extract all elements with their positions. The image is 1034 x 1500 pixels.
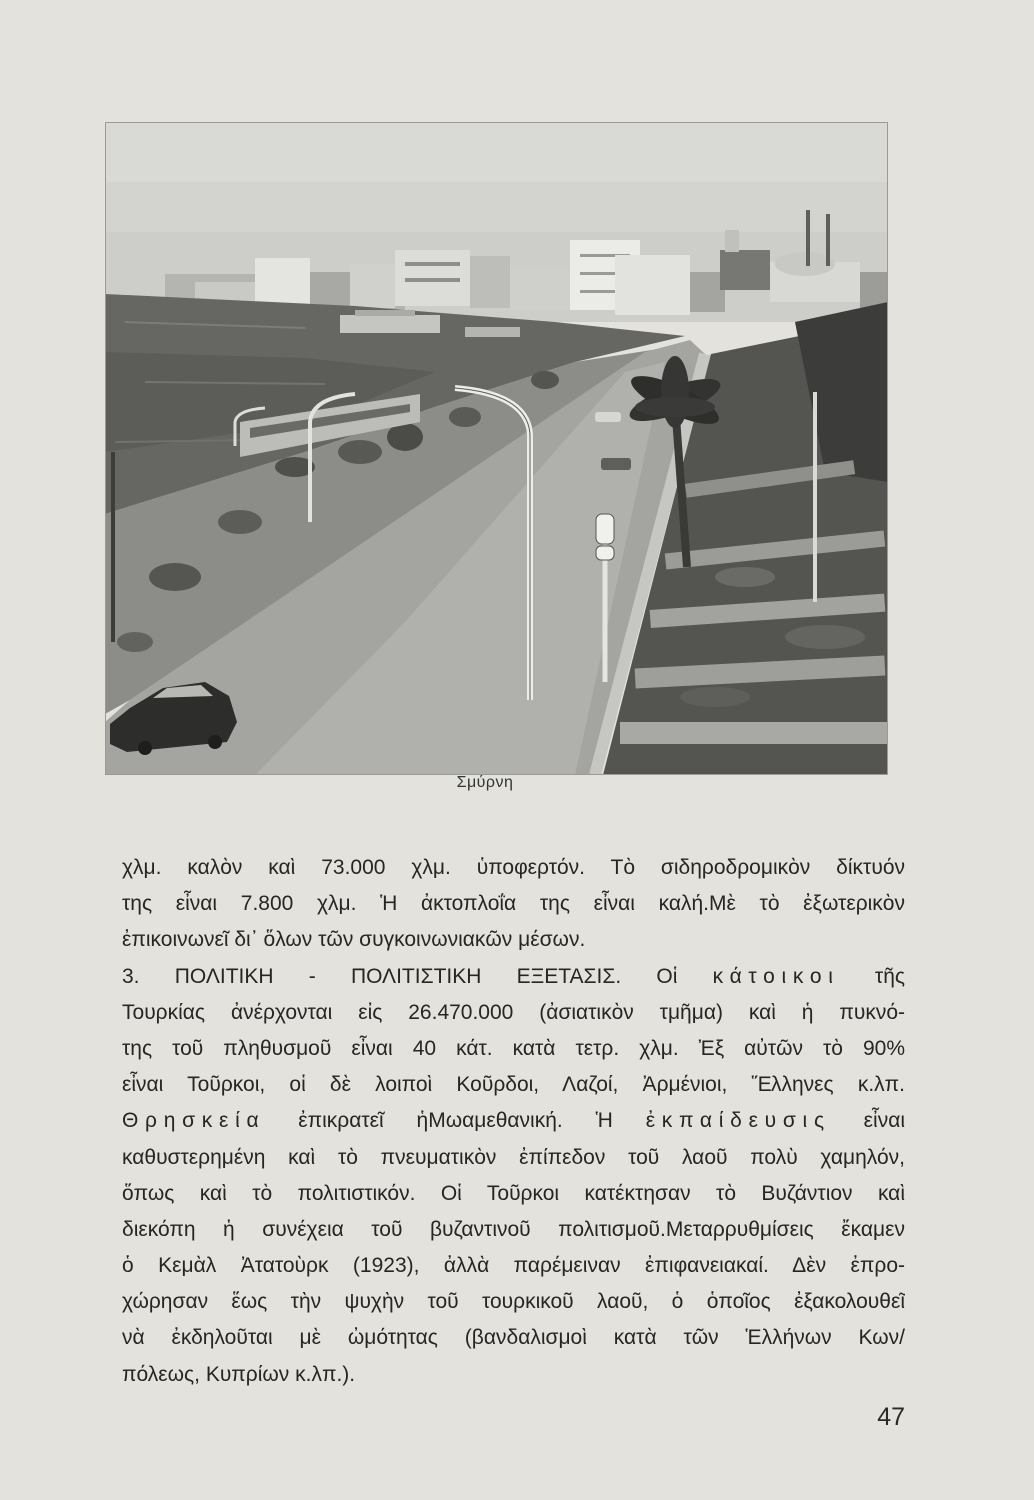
page-number: 47 bbox=[877, 1403, 905, 1431]
spaced-term: ἐκπαίδευσις bbox=[645, 1109, 831, 1133]
text-fragment: τῆς bbox=[874, 964, 905, 988]
text-line bbox=[122, 1103, 905, 1139]
text-line: ὁ Κεμὰλ Ἀτατοὺρκ (1923), ἀλλὰ παρέμειναν ἐπιφανειακαί. Δὲν ἐπρο- bbox=[122, 1254, 905, 1278]
text-line: Τουρκίας ἀνέρχονται εἰς 26.470.000 (ἀσιατικὸν τμῆμα) καὶ ἡ πυκνό- bbox=[122, 1000, 905, 1024]
photo-smyrna-seafront bbox=[105, 122, 888, 775]
photo-caption: Σμύρνη bbox=[456, 774, 514, 791]
text-line: καθυστερημένη καὶ τὸ πνευματικὸν ἐπίπεδον τοῦ λαοῦ πολὺ χαμηλόν, bbox=[122, 1145, 905, 1169]
text-line: πόλεως, Κυπρίων κ.λπ.). bbox=[122, 1362, 356, 1386]
text-line: διεκόπη ἡ συνέχεια τοῦ βυζαντινοῦ πολιτισμοῦ.Μεταρρυθμίσεις ἔκαμεν bbox=[122, 1217, 905, 1241]
spaced-term: κάτοικοι bbox=[712, 964, 840, 988]
section-heading: 3. ΠΟΛΙΤΙΚΗ - ΠΟΛΙΤΙΣΤΙΚΗ ΕΞΕΤΑΣΙΣ. Οἱ bbox=[122, 964, 678, 988]
text-fragment: εἶναι bbox=[863, 1109, 905, 1133]
text-fragment: ἐπικρατεῖ ἡΜωαμεθανική. Ἡ bbox=[298, 1109, 613, 1133]
text-line: χώρησαν ἕως τὴν ψυχὴν τοῦ τουρκικοῦ λαοῦ, ὁ ὁποῖος ἐξακολουθεῖ bbox=[122, 1290, 905, 1314]
text-line: ἐπικοινωνεῖ δι᾽ ὅλων τῶν συγκοινωνιακῶν μέσων. bbox=[122, 928, 586, 952]
body-text bbox=[122, 850, 905, 1393]
text-line: της εἶναι 7.800 χλμ. Ἡ ἀκτοπλοΐα της εἶναι καλή.Μὲ τὸ ἐξωτερικὸν bbox=[122, 892, 905, 916]
text-line: ὅπως καὶ τὸ πολιτιστικόν. Οἱ Τοῦρκοι κατέκτησαν τὸ Βυζάντιον καὶ bbox=[122, 1181, 905, 1205]
text-line: χλμ. καλὸν καὶ 73.000 χλμ. ὑποφερτόν. Τὸ σιδηροδρομικὸν δίκτυόν bbox=[122, 856, 905, 879]
text-line: νὰ ἐκδηλοῦται μὲ ὠμότητας (βανδαλισμοὶ κατὰ τῶν Ἑλλήνων Κων/ bbox=[122, 1326, 905, 1350]
spaced-term: Θρησκεία bbox=[122, 1109, 266, 1133]
section-heading-line bbox=[122, 959, 905, 995]
text-line: εἶναι Τοῦρκοι, οἱ δὲ λοιποὶ Κοῦρδοι, Λαζοί, Ἀρμένιοι, Ἕλληνες κ.λπ. bbox=[122, 1073, 905, 1097]
text-line: της τοῦ πληθυσμοῦ εἶναι 40 κάτ. κατὰ τετρ. χλμ. Ἐξ αὐτῶν τὸ 90% bbox=[122, 1036, 905, 1060]
